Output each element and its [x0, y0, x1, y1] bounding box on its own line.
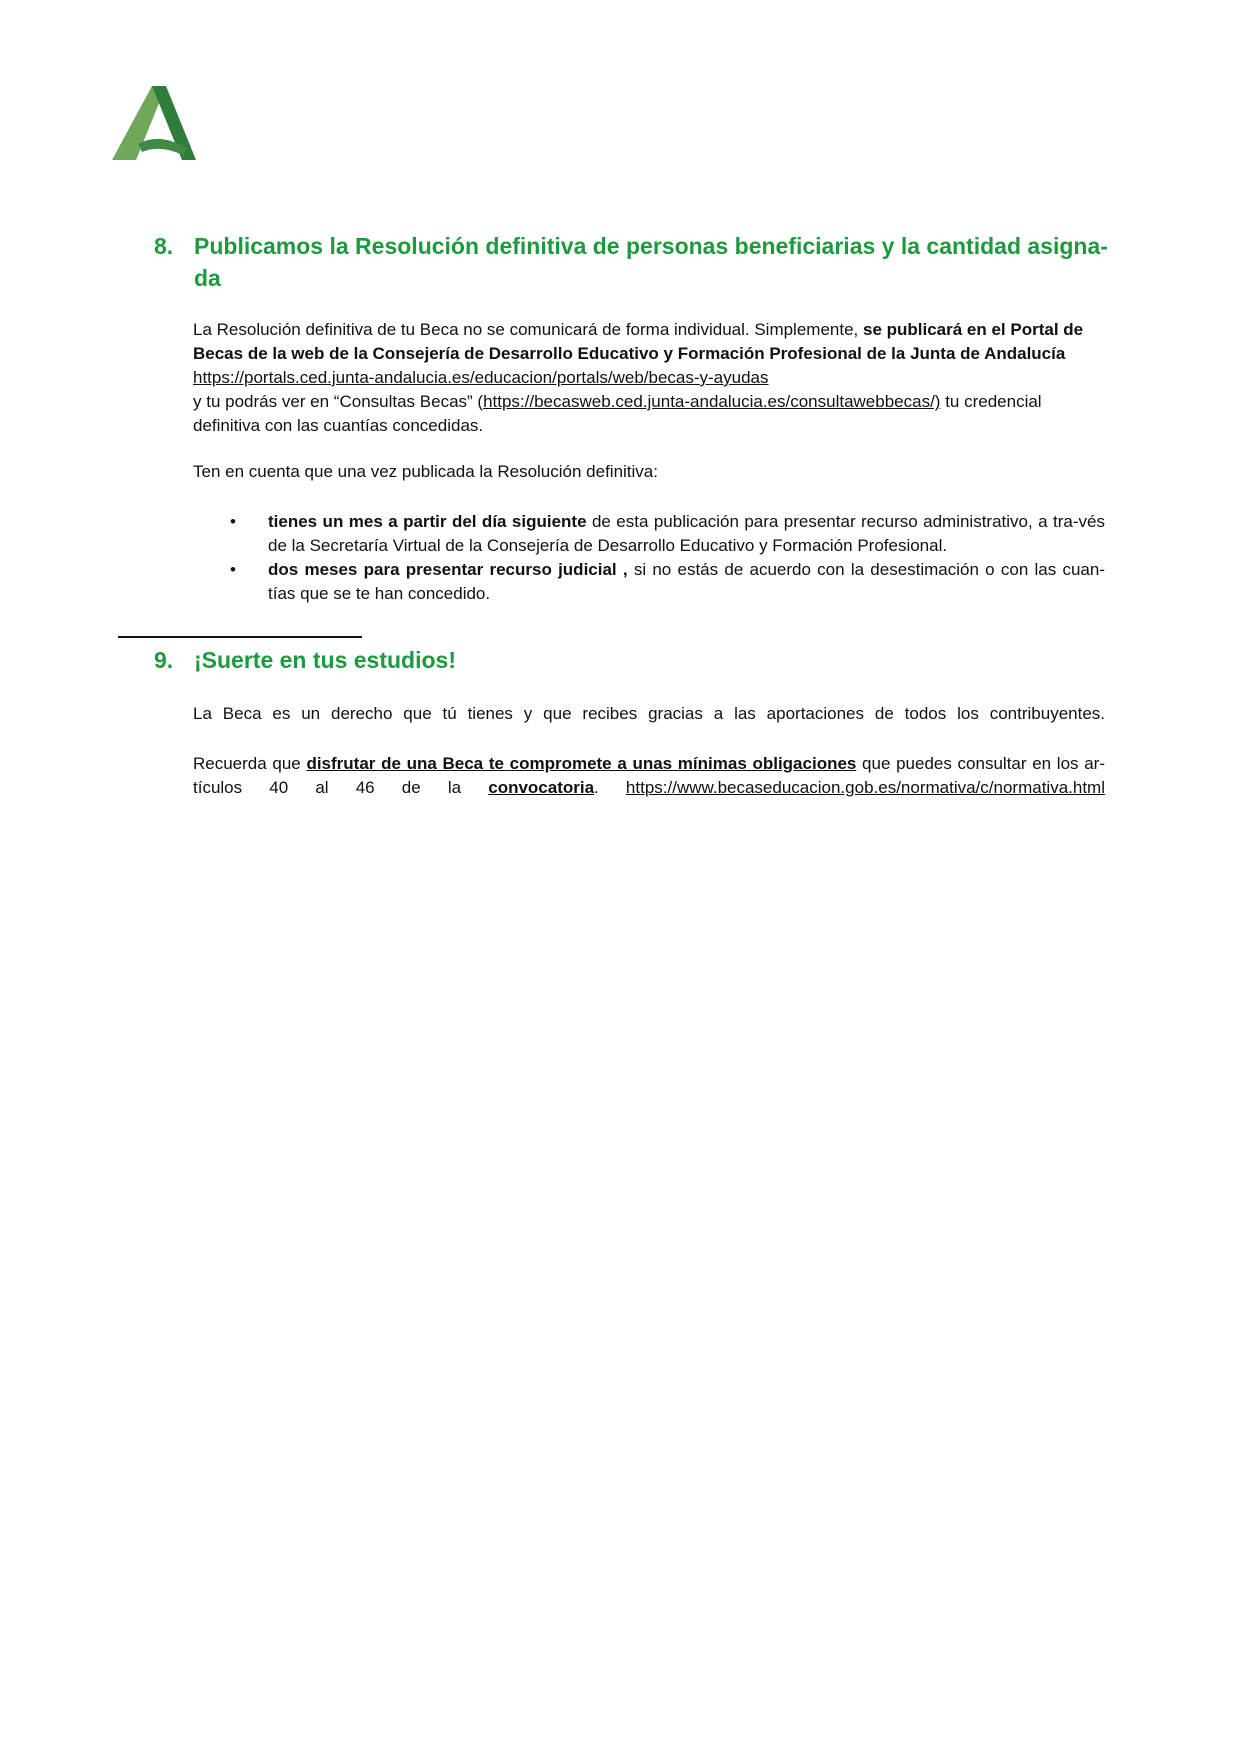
p2-text-1: Recuerda que — [193, 754, 307, 773]
bullet-item-1 — [193, 510, 1105, 558]
section-9-paragraph-2 — [193, 752, 1105, 800]
resolution-bullet-list — [193, 510, 1105, 606]
section-9-heading — [154, 644, 1114, 676]
section-9-paragraph-1: La Beca es un derecho que tú tienes y que recibes gracias a las aportaciones de todos los contribuyentes. — [193, 704, 1105, 723]
section-8-number: 8. — [154, 233, 174, 259]
p2-text-3: . — [594, 778, 626, 797]
bullet-2-bold: dos meses para presentar recurso judicial , — [268, 560, 628, 579]
section-8-paragraph-2: Ten en cuenta que una vez publicada la Resolución definitiva: — [193, 462, 658, 481]
section-8-title — [194, 230, 1114, 294]
bullet-2-text: si no estás de acuerdo con la desestimación o con las cuan-tías que se te han concedido. — [268, 560, 1106, 603]
section-8-title-line1: Publicamos la Resolución definitiva de personas beneficiarias y la cantidad asigna- — [194, 233, 1108, 259]
bullet-dot-icon: • — [230, 560, 236, 579]
bullet-1-bold: tienes un mes a partir del día siguiente — [268, 512, 587, 531]
bullet-item-2 — [193, 558, 1105, 606]
obligaciones-link[interactable]: disfrutar de una Beca te compromete a unas mínimas obligaciones — [306, 754, 857, 773]
bullet-1-text: de esta publicación para presentar recurso administrativo, a tra-vés de la Secretaría Virtual de la Consejería de Desarrollo Educativo y Formación Profesional. — [268, 512, 1105, 555]
section-9-title: ¡Suerte en tus estudios! — [194, 647, 456, 673]
p1-text-2: y tu podrás ver en “Consultas Becas” ( — [193, 392, 484, 411]
p1-text-3: tu credencial definitiva con las cuantías concedidas. — [193, 392, 1042, 435]
becas-portal-link[interactable]: https://portals.ced.junta-andalucia.es/educacion/portals/web/becas-y-ayudas — [193, 368, 769, 387]
section-8-paragraph-1 — [193, 318, 1105, 438]
section-9-number: 9. — [154, 647, 174, 673]
p1-text-1: La Resolución definitiva de tu Beca no se comunicará de forma individual. Simplemente, — [193, 320, 863, 339]
junta-andalucia-logo — [112, 86, 196, 160]
normativa-link[interactable]: https://www.becaseducacion.gob.es/normativa/c/normativa.html — [625, 778, 1105, 797]
consultas-becas-link[interactable]: https://becasweb.ced.junta-andalucia.es/consultawebbecas/) — [483, 392, 941, 411]
section-8-heading — [154, 230, 1114, 294]
section-divider — [118, 636, 362, 638]
p1-bold-portal: se publicará en el Portal de Becas de la web de la Consejería de Desarrollo Educativo y Formación Profesional de la Junta de Andalucía — [193, 320, 1084, 363]
section-8-title-line2: da — [194, 265, 221, 291]
p2-text-2: que puedes consultar en los ar-tículos 40 al 46 de la — [193, 754, 1105, 797]
convocatoria-link[interactable]: convocatoria — [488, 778, 595, 797]
bullet-dot-icon: • — [230, 512, 236, 531]
